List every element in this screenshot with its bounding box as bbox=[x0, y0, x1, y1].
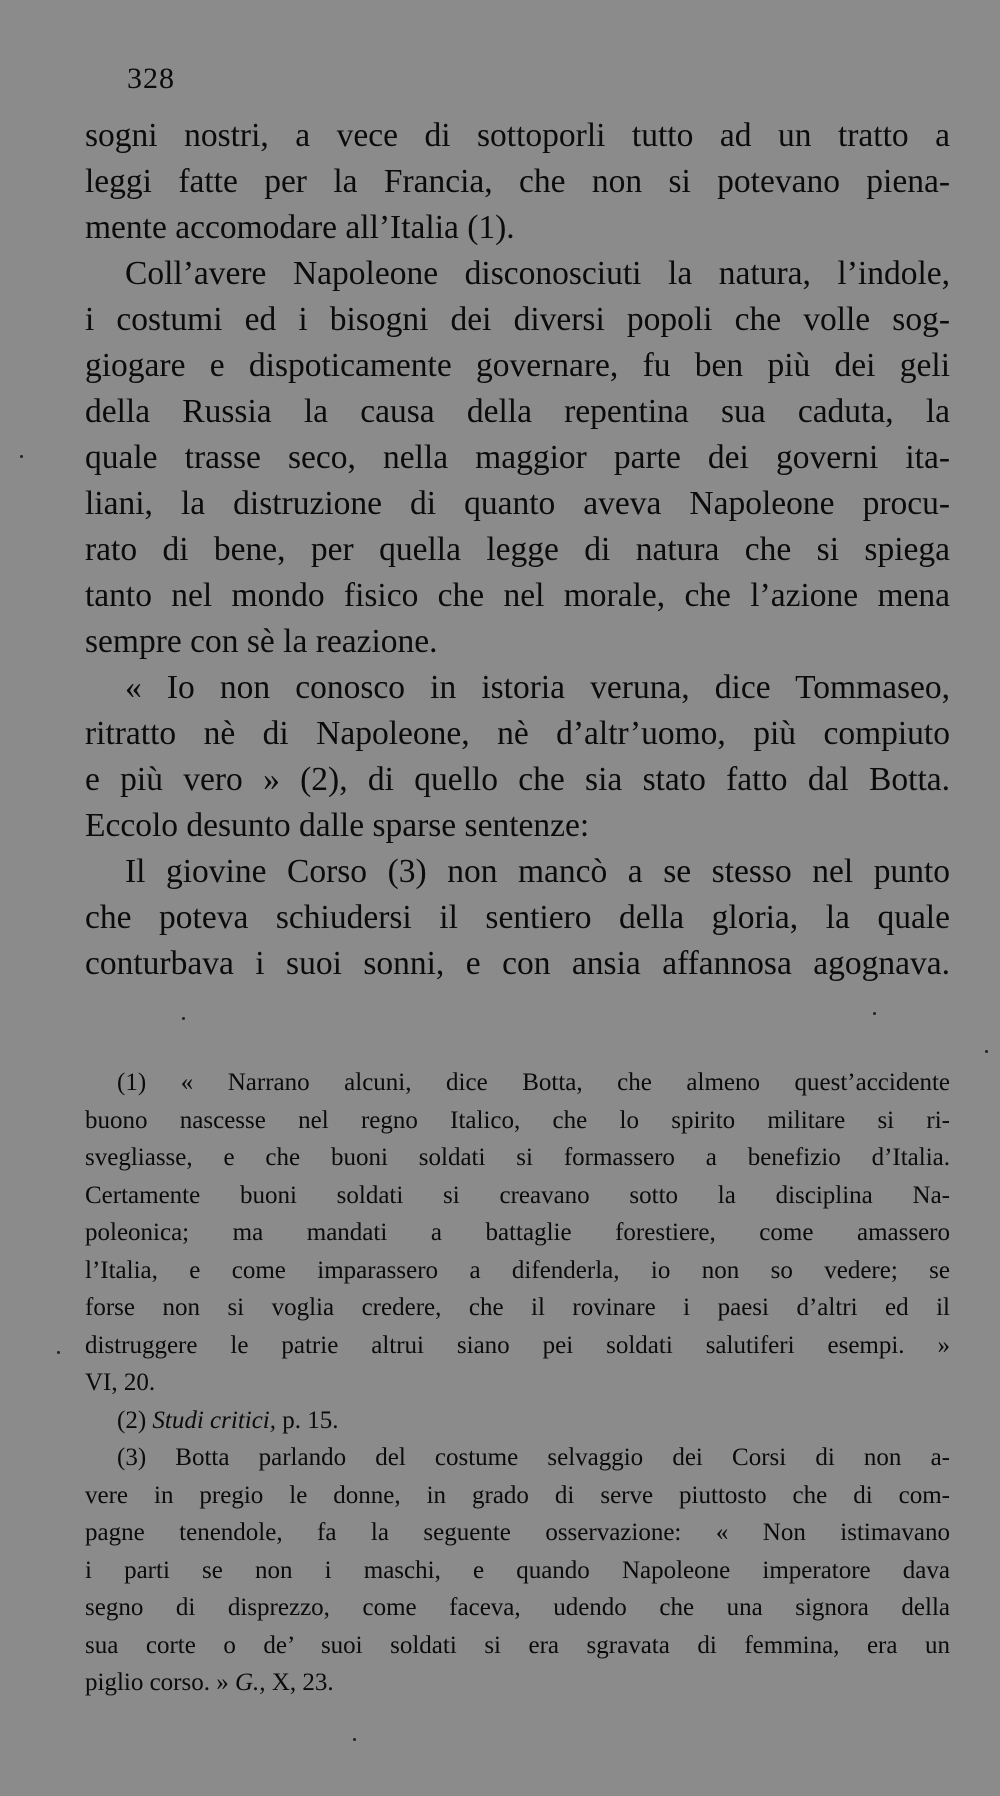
page-number: 328 bbox=[127, 62, 175, 95]
text-line: i costumi ed i bisogni dei diversi popoli che volle sog- bbox=[85, 301, 950, 338]
text-line: ritratto nè di Napoleone, nè d’altr’uomo, più compiuto bbox=[85, 715, 950, 752]
scan-speck bbox=[985, 1050, 988, 1053]
text-line: quale trasse seco, nella maggior parte dei governi ita- bbox=[85, 439, 950, 476]
footnote-3-source: G., bbox=[235, 1669, 266, 1696]
footnote-2-title: Studi critici, bbox=[152, 1406, 277, 1434]
text-line: « Io non conosco in istoria veruna, dice Tommaseo, bbox=[125, 669, 950, 706]
scan-speck bbox=[353, 1738, 356, 1741]
footnote-line: Certamente buoni soldati si creavano sotto la disciplina Na- bbox=[85, 1181, 950, 1209]
text-line: sempre con sè la reazione. bbox=[85, 623, 438, 660]
footnote-2-number: (2) bbox=[117, 1406, 147, 1434]
footnote-3-last-line bbox=[85, 1664, 950, 1702]
text-line: della Russia la causa della repentina sua caduta, la bbox=[85, 393, 950, 430]
footnote-line: distruggere le patrie altrui siano pei soldati salutiferi esempi. » bbox=[85, 1331, 950, 1359]
footnote-2 bbox=[85, 1402, 950, 1440]
footnote-line: i parti se non i maschi, e quando Napoleone imperatore dava bbox=[85, 1556, 950, 1584]
text-line: Eccolo desunto dalle sparse sentenze: bbox=[85, 807, 590, 844]
text-line: sogni nostri, a vece di sottoporli tutto ad un tratto a bbox=[85, 117, 950, 154]
footnote-line: svegliasse, e che buoni soldati si formassero a benefizio d’Italia. bbox=[85, 1144, 950, 1171]
scan-speck bbox=[182, 1017, 185, 1020]
footnote-line: VI, 20. bbox=[85, 1369, 156, 1396]
footnote-line: forse non si voglia credere, che il rovinare i paesi d’altri ed il bbox=[85, 1294, 950, 1321]
footnote-line: vere in pregio le donne, in grado di serve piuttosto che di com- bbox=[85, 1481, 950, 1509]
footnotes bbox=[85, 1064, 950, 1702]
text-line: tanto nel mondo fisico che nel morale, che l’azione mena bbox=[85, 577, 950, 614]
text-line: rato di bene, per quella legge di natura che si spiega bbox=[85, 531, 950, 568]
text-line: giogare e dispoticamente governare, fu ben più dei geli bbox=[85, 347, 950, 384]
text-line: leggi fatte per la Francia, che non si potevano piena- bbox=[85, 163, 950, 200]
text-line: Coll’avere Napoleone disconosciuti la natura, l’indole, bbox=[125, 255, 950, 292]
text-line: e più vero » (2), di quello che sia stato fatto dal Botta. bbox=[85, 761, 950, 798]
main-text bbox=[85, 113, 950, 987]
footnote-line: segno di disprezzo, come faceva, udendo che una signora della bbox=[85, 1594, 950, 1621]
footnote-line: sua corte o de’ suoi soldati si era sgravata di femmina, era un bbox=[85, 1631, 950, 1659]
footnote-line: l’Italia, e come imparassero a difenderla, io non so vedere; se bbox=[85, 1256, 950, 1284]
footnote-2-page: p. 15. bbox=[282, 1406, 339, 1434]
scan-speck bbox=[57, 1351, 60, 1354]
text-line: conturbava i suoi sonni, e con ansia affannosa agognava. bbox=[85, 945, 950, 982]
scan-speck bbox=[873, 1012, 876, 1015]
text-line: mente accomodare all’Italia (1). bbox=[85, 209, 515, 246]
footnote-line: buono nascesse nel regno Italico, che lo spirito militare si ri- bbox=[85, 1106, 950, 1134]
footnote-line: (3) Botta parlando del costume selvaggio dei Corsi di non a- bbox=[117, 1444, 950, 1471]
text-line: che poteva schiudersi il sentiero della gloria, la quale bbox=[85, 899, 950, 936]
footnote-line: poleonica; ma mandati a battaglie forestiere, come amassero bbox=[85, 1219, 950, 1246]
footnote-line: piglio corso. » bbox=[85, 1669, 229, 1696]
scan-speck bbox=[20, 455, 23, 458]
footnote-line: pagne tenendole, fa la seguente osservazione: « Non istimavano bbox=[85, 1519, 950, 1546]
text-line: Il giovine Corso (3) non mancò a se stesso nel punto bbox=[125, 853, 950, 890]
footnote-line: (1) « Narrano alcuni, dice Botta, che almeno quest’accidente bbox=[117, 1069, 950, 1096]
footnote-3-location: X, 23. bbox=[271, 1669, 334, 1696]
text-line: liani, la distruzione di quanto aveva Napoleone procu- bbox=[85, 485, 950, 522]
